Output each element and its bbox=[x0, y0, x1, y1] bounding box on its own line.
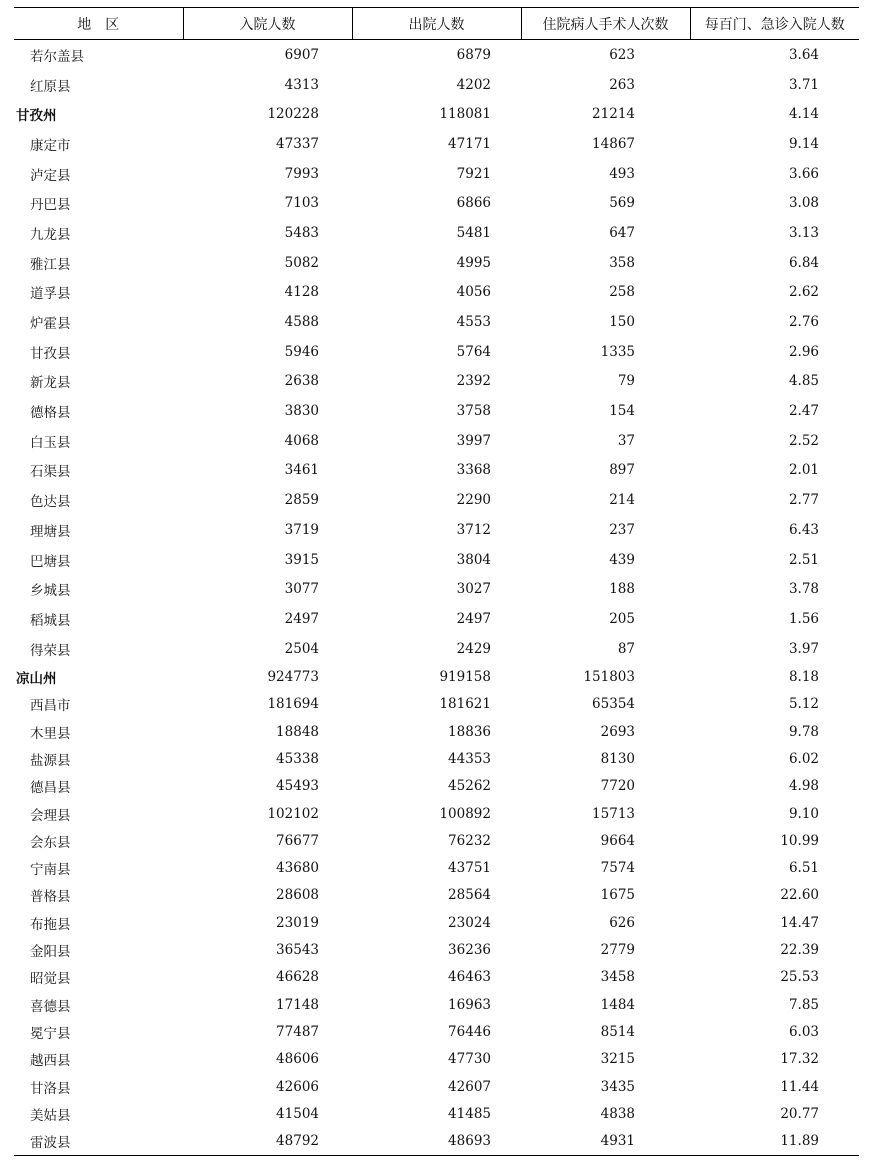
cell-surgeries: 87 bbox=[617, 640, 635, 657]
cell-admissions-per-100: 3.78 bbox=[788, 581, 819, 598]
cell-surgeries: 154 bbox=[609, 403, 635, 420]
cell-admissions-per-100: 22.39 bbox=[780, 942, 819, 959]
table-row bbox=[14, 159, 859, 189]
cell-region-name: 白玉县 bbox=[30, 434, 71, 451]
cell-surgeries: 9664 bbox=[600, 832, 635, 849]
cell-discharged: 3027 bbox=[456, 581, 491, 598]
cell-region-name: 若尔盖县 bbox=[30, 48, 84, 65]
cell-discharged: 2497 bbox=[456, 610, 491, 627]
cell-admissions-per-100: 2.77 bbox=[788, 492, 819, 509]
cell-admissions-per-100: 2.96 bbox=[788, 343, 819, 360]
cell-admitted: 4068 bbox=[284, 432, 319, 449]
table-row bbox=[14, 396, 859, 426]
cell-region-name: 新龙县 bbox=[30, 375, 71, 392]
cell-discharged: 41485 bbox=[448, 1105, 491, 1122]
table-row bbox=[14, 1127, 859, 1155]
cell-admitted: 2497 bbox=[284, 610, 319, 627]
cell-region-name: 甘洛县 bbox=[30, 1080, 71, 1097]
cell-surgeries: 3215 bbox=[600, 1051, 635, 1068]
cell-admissions-per-100: 9.10 bbox=[788, 805, 819, 822]
cell-region-name: 冕宁县 bbox=[30, 1025, 71, 1042]
cell-discharged: 6866 bbox=[456, 195, 491, 212]
cell-admitted: 45493 bbox=[276, 778, 319, 795]
cell-admissions-per-100: 14.47 bbox=[780, 914, 819, 931]
cell-admissions-per-100: 6.51 bbox=[788, 860, 819, 877]
table-row bbox=[14, 773, 859, 800]
cell-surgeries: 4838 bbox=[600, 1105, 635, 1122]
cell-region-name: 盐源县 bbox=[30, 752, 71, 769]
cell-admissions-per-100: 10.99 bbox=[780, 832, 819, 849]
cell-admissions-per-100: 3.13 bbox=[788, 224, 819, 241]
cell-discharged: 44353 bbox=[448, 750, 491, 767]
cell-region-name: 德格县 bbox=[30, 405, 71, 422]
cell-admissions-per-100: 7.85 bbox=[788, 996, 819, 1013]
cell-admitted: 7103 bbox=[284, 195, 319, 212]
table-row bbox=[14, 855, 859, 882]
cell-region-name: 雷波县 bbox=[14, 1127, 183, 1155]
cell-admissions-per-100: 2.62 bbox=[788, 284, 819, 301]
cell-discharged: 4553 bbox=[456, 314, 491, 331]
cell-region-name: 甘孜县 bbox=[30, 345, 71, 362]
cell-surgeries: 150 bbox=[609, 314, 635, 331]
table-row bbox=[14, 456, 859, 486]
cell-admissions-per-100: 3.64 bbox=[788, 46, 819, 63]
table-row bbox=[14, 40, 859, 70]
cell-region-name: 宁南县 bbox=[30, 862, 71, 879]
cell-admissions-per-100: 3.71 bbox=[788, 76, 819, 93]
cell-admissions-per-100: 5.12 bbox=[788, 696, 819, 713]
table-row bbox=[14, 936, 859, 963]
table-row bbox=[14, 691, 859, 718]
cell-region-name: 理塘县 bbox=[30, 523, 71, 540]
cell-admitted: 4128 bbox=[284, 284, 319, 301]
cell-surgeries: 493 bbox=[609, 165, 635, 182]
cell-admitted: 181694 bbox=[267, 696, 319, 713]
table-row bbox=[14, 218, 859, 248]
cell-admitted: 5483 bbox=[284, 224, 319, 241]
cell-surgeries: 1675 bbox=[600, 887, 635, 904]
table-row bbox=[14, 367, 859, 397]
cell-region-name: 会理县 bbox=[30, 807, 71, 824]
cell-admissions-per-100: 2.01 bbox=[788, 462, 819, 479]
cell-region-name: 普格县 bbox=[30, 889, 71, 906]
cell-surgeries: 1484 bbox=[600, 996, 635, 1013]
cell-admitted: 3915 bbox=[284, 551, 319, 568]
cell-admissions-per-100: 11.89 bbox=[690, 1127, 859, 1155]
header-discharged: 出院人数 bbox=[352, 8, 521, 40]
cell-discharged: 3758 bbox=[456, 403, 491, 420]
cell-admissions-per-100: 4.85 bbox=[788, 373, 819, 390]
cell-surgeries: 626 bbox=[609, 914, 635, 931]
cell-admitted: 7993 bbox=[284, 165, 319, 182]
table-row bbox=[14, 337, 859, 367]
cell-discharged: 23024 bbox=[448, 914, 491, 931]
cell-admissions-per-100: 4.14 bbox=[788, 106, 819, 123]
header-admitted: 入院人数 bbox=[183, 8, 352, 40]
cell-surgeries: 897 bbox=[609, 462, 635, 479]
cell-admitted: 43680 bbox=[276, 860, 319, 877]
cell-admissions-per-100: 20.77 bbox=[780, 1105, 819, 1122]
cell-discharged: 4202 bbox=[456, 76, 491, 93]
hospital-statistics-table bbox=[14, 7, 859, 1156]
table-row bbox=[14, 1073, 859, 1100]
cell-discharged: 18836 bbox=[448, 723, 491, 740]
cell-admitted: 3719 bbox=[284, 521, 319, 538]
cell-admissions-per-100: 6.43 bbox=[788, 521, 819, 538]
cell-region-name: 九龙县 bbox=[30, 226, 71, 243]
header-row bbox=[14, 8, 859, 40]
cell-surgeries: 8514 bbox=[600, 1023, 635, 1040]
cell-discharged: 5481 bbox=[456, 224, 491, 241]
cell-region-name: 凉山州 bbox=[16, 671, 57, 688]
cell-discharged: 4995 bbox=[456, 254, 491, 271]
cell-admissions-per-100: 1.56 bbox=[788, 610, 819, 627]
cell-surgeries: 65354 bbox=[592, 696, 635, 713]
table-row bbox=[14, 634, 859, 664]
table-row bbox=[14, 545, 859, 575]
cell-discharged: 5764 bbox=[456, 343, 491, 360]
cell-discharged: 2429 bbox=[456, 640, 491, 657]
table-row bbox=[14, 909, 859, 936]
cell-region-name: 石渠县 bbox=[30, 464, 71, 481]
cell-surgeries: 263 bbox=[609, 76, 635, 93]
cell-admitted: 48606 bbox=[276, 1051, 319, 1068]
cell-discharged: 76446 bbox=[448, 1023, 491, 1040]
table-row bbox=[14, 718, 859, 745]
cell-admitted: 23019 bbox=[276, 914, 319, 931]
table-row bbox=[14, 1018, 859, 1045]
cell-discharged: 181621 bbox=[439, 696, 491, 713]
cell-admitted: 5946 bbox=[284, 343, 319, 360]
table-row bbox=[14, 485, 859, 515]
cell-region-name: 美姑县 bbox=[30, 1107, 71, 1124]
cell-admissions-per-100: 2.51 bbox=[788, 551, 819, 568]
cell-surgeries: 8130 bbox=[600, 750, 635, 767]
cell-discharged: 76232 bbox=[448, 832, 491, 849]
cell-admissions-per-100: 9.78 bbox=[788, 723, 819, 740]
cell-region-name: 雅江县 bbox=[30, 256, 71, 273]
cell-admissions-per-100: 6.84 bbox=[788, 254, 819, 271]
cell-admissions-per-100: 2.52 bbox=[788, 432, 819, 449]
cell-surgeries: 7574 bbox=[600, 860, 635, 877]
cell-discharged: 16963 bbox=[448, 996, 491, 1013]
cell-discharged: 4056 bbox=[456, 284, 491, 301]
cell-admissions-per-100: 25.53 bbox=[780, 969, 819, 986]
cell-region-name: 昭觉县 bbox=[30, 971, 71, 988]
statistics-page bbox=[14, 7, 859, 1156]
table-row bbox=[14, 991, 859, 1018]
cell-region-name: 喜德县 bbox=[30, 998, 71, 1015]
cell-admissions-per-100: 3.97 bbox=[788, 640, 819, 657]
cell-discharged: 118081 bbox=[439, 106, 491, 123]
cell-surgeries: 2779 bbox=[600, 942, 635, 959]
cell-admitted: 47337 bbox=[276, 135, 319, 152]
cell-admitted: 46628 bbox=[276, 969, 319, 986]
cell-discharged: 47730 bbox=[448, 1051, 491, 1068]
cell-region-name: 丹巴县 bbox=[30, 197, 71, 214]
cell-region-name: 乡城县 bbox=[30, 583, 71, 600]
table-row bbox=[14, 574, 859, 604]
cell-region-name: 西昌市 bbox=[30, 698, 71, 715]
cell-surgeries: 214 bbox=[609, 492, 635, 509]
cell-surgeries: 4931 bbox=[521, 1127, 690, 1155]
cell-admissions-per-100: 9.14 bbox=[788, 135, 819, 152]
cell-admitted: 42606 bbox=[276, 1078, 319, 1095]
cell-region-name: 红原县 bbox=[30, 78, 71, 95]
cell-surgeries: 3458 bbox=[600, 969, 635, 986]
cell-admissions-per-100: 2.76 bbox=[788, 314, 819, 331]
cell-region-name: 道孚县 bbox=[30, 286, 71, 303]
table-row bbox=[14, 1046, 859, 1073]
cell-admitted: 28608 bbox=[276, 887, 319, 904]
cell-admissions-per-100: 11.44 bbox=[780, 1078, 819, 1095]
cell-discharged: 43751 bbox=[448, 860, 491, 877]
cell-discharged: 2290 bbox=[456, 492, 491, 509]
cell-admitted: 2504 bbox=[284, 640, 319, 657]
cell-admitted: 77487 bbox=[276, 1023, 319, 1040]
table-row bbox=[14, 515, 859, 545]
cell-admitted: 924773 bbox=[267, 669, 319, 686]
cell-admitted: 18848 bbox=[276, 723, 319, 740]
cell-admissions-per-100: 3.66 bbox=[788, 165, 819, 182]
table-row bbox=[14, 248, 859, 278]
cell-discharged: 47171 bbox=[448, 135, 491, 152]
cell-admitted: 102102 bbox=[267, 805, 319, 822]
table-header bbox=[14, 8, 859, 40]
cell-admitted: 17148 bbox=[276, 996, 319, 1013]
cell-surgeries: 37 bbox=[617, 432, 635, 449]
cell-region-name: 稻城县 bbox=[30, 612, 71, 629]
cell-region-name: 木里县 bbox=[30, 725, 71, 742]
cell-region-name: 巴塘县 bbox=[30, 553, 71, 570]
cell-surgeries: 205 bbox=[609, 610, 635, 627]
cell-region-name: 康定市 bbox=[30, 137, 71, 154]
cell-surgeries: 21214 bbox=[592, 106, 635, 123]
cell-surgeries: 15713 bbox=[592, 805, 635, 822]
cell-surgeries: 647 bbox=[609, 224, 635, 241]
cell-discharged: 919158 bbox=[439, 669, 491, 686]
cell-region-name: 德昌县 bbox=[30, 780, 71, 797]
cell-surgeries: 439 bbox=[609, 551, 635, 568]
cell-discharged: 3804 bbox=[456, 551, 491, 568]
cell-admitted: 4313 bbox=[284, 76, 319, 93]
cell-surgeries: 7720 bbox=[600, 778, 635, 795]
cell-region-name: 金阳县 bbox=[30, 944, 71, 961]
cell-surgeries: 237 bbox=[609, 521, 635, 538]
cell-surgeries: 188 bbox=[609, 581, 635, 598]
cell-surgeries: 3435 bbox=[600, 1078, 635, 1095]
cell-region-name: 会东县 bbox=[30, 834, 71, 851]
cell-discharged: 3997 bbox=[456, 432, 491, 449]
cell-admitted: 3830 bbox=[284, 403, 319, 420]
cell-admissions-per-100: 4.98 bbox=[788, 778, 819, 795]
cell-admitted: 76677 bbox=[276, 832, 319, 849]
cell-admissions-per-100: 6.02 bbox=[788, 750, 819, 767]
table-row bbox=[14, 604, 859, 634]
table-row bbox=[14, 1100, 859, 1127]
cell-region-name: 甘孜州 bbox=[16, 108, 57, 125]
cell-admitted: 120228 bbox=[267, 106, 319, 123]
cell-region-name: 色达县 bbox=[30, 494, 71, 511]
cell-admitted: 41504 bbox=[276, 1105, 319, 1122]
cell-discharged: 100892 bbox=[439, 805, 491, 822]
table-row bbox=[14, 307, 859, 337]
cell-admissions-per-100: 17.32 bbox=[780, 1051, 819, 1068]
cell-admissions-per-100: 2.47 bbox=[788, 403, 819, 420]
table-row bbox=[14, 426, 859, 456]
table-row bbox=[14, 129, 859, 159]
table-row bbox=[14, 800, 859, 827]
cell-admitted: 6907 bbox=[284, 46, 319, 63]
cell-surgeries: 569 bbox=[609, 195, 635, 212]
cell-region-name: 炉霍县 bbox=[30, 316, 71, 333]
cell-discharged: 48693 bbox=[352, 1127, 521, 1155]
cell-surgeries: 2693 bbox=[600, 723, 635, 740]
cell-discharged: 45262 bbox=[448, 778, 491, 795]
cell-surgeries: 623 bbox=[609, 46, 635, 63]
cell-surgeries: 1335 bbox=[600, 343, 635, 360]
table-row bbox=[14, 827, 859, 854]
cell-discharged: 3368 bbox=[456, 462, 491, 479]
table-row bbox=[14, 882, 859, 909]
cell-admissions-per-100: 22.60 bbox=[780, 887, 819, 904]
table-row-region bbox=[14, 663, 859, 690]
cell-region-name: 越西县 bbox=[30, 1053, 71, 1070]
table-row bbox=[14, 70, 859, 100]
table-row bbox=[14, 964, 859, 991]
cell-admitted: 2638 bbox=[284, 373, 319, 390]
cell-region-name: 泸定县 bbox=[30, 167, 71, 184]
cell-region-name: 布拖县 bbox=[30, 916, 71, 933]
cell-admitted: 48792 bbox=[183, 1127, 352, 1155]
cell-discharged: 6879 bbox=[456, 46, 491, 63]
cell-discharged: 28564 bbox=[448, 887, 491, 904]
cell-admissions-per-100: 8.18 bbox=[788, 669, 819, 686]
table-row bbox=[14, 188, 859, 218]
cell-discharged: 2392 bbox=[456, 373, 491, 390]
cell-discharged: 42607 bbox=[448, 1078, 491, 1095]
header-admissions-per-100: 每百门、急诊入院人数 bbox=[690, 8, 859, 40]
cell-surgeries: 358 bbox=[609, 254, 635, 271]
cell-surgeries: 258 bbox=[609, 284, 635, 301]
cell-discharged: 3712 bbox=[456, 521, 491, 538]
cell-admitted: 4588 bbox=[284, 314, 319, 331]
cell-admitted: 45338 bbox=[276, 750, 319, 767]
cell-surgeries: 14867 bbox=[592, 135, 635, 152]
cell-surgeries: 79 bbox=[617, 373, 635, 390]
cell-discharged: 7921 bbox=[456, 165, 491, 182]
cell-admitted: 2859 bbox=[284, 492, 319, 509]
table-row bbox=[14, 278, 859, 308]
table-row-region bbox=[14, 99, 859, 129]
cell-discharged: 46463 bbox=[448, 969, 491, 986]
table-row bbox=[14, 745, 859, 772]
header-surgeries: 住院病人手术人次数 bbox=[521, 8, 690, 40]
cell-discharged: 36236 bbox=[448, 942, 491, 959]
table-body bbox=[14, 40, 859, 1156]
cell-admitted: 5082 bbox=[284, 254, 319, 271]
cell-region-name: 得荣县 bbox=[30, 642, 71, 659]
cell-surgeries: 151803 bbox=[583, 669, 635, 686]
cell-admitted: 36543 bbox=[276, 942, 319, 959]
cell-admitted: 3077 bbox=[284, 581, 319, 598]
cell-admissions-per-100: 3.08 bbox=[788, 195, 819, 212]
header-region: 地 区 bbox=[14, 8, 183, 40]
cell-admissions-per-100: 6.03 bbox=[788, 1023, 819, 1040]
cell-admitted: 3461 bbox=[284, 462, 319, 479]
